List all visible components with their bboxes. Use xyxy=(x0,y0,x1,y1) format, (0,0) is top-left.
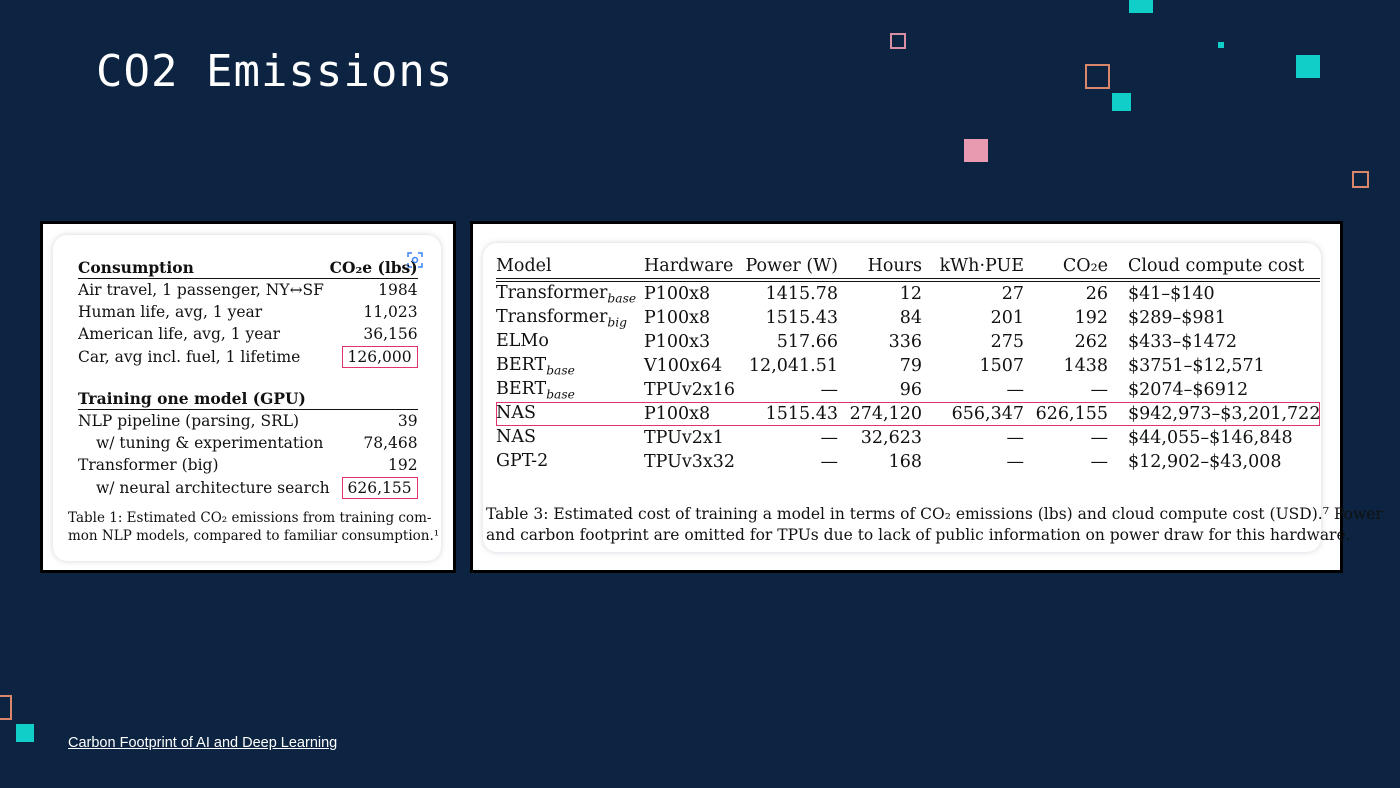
table3 xyxy=(496,253,1320,474)
caption-line: and carbon footprint are omitted for TPUs due to lack of public information on power draw for this hardware. xyxy=(486,526,1351,544)
row-label: Air travel, 1 passenger, NY↔SF xyxy=(78,281,324,299)
cell-cost: $942,973–$3,201,722 xyxy=(1128,404,1321,424)
cell-co2: 262 xyxy=(1074,332,1108,352)
cell-co2: 192 xyxy=(1074,308,1108,328)
header-co2: CO₂e xyxy=(1062,255,1108,276)
cell-model: NAS xyxy=(496,402,536,423)
cell-cost: $2074–$6912 xyxy=(1128,380,1249,400)
cell-cost: $41–$140 xyxy=(1128,284,1215,304)
cell-cost: $12,902–$43,008 xyxy=(1128,452,1282,472)
cell-power: — xyxy=(820,452,838,472)
cell-power: — xyxy=(820,428,838,448)
cell-kwh: 1507 xyxy=(979,356,1024,376)
table-header-row xyxy=(78,256,418,279)
cell-hardware: P100x8 xyxy=(644,404,711,424)
decor-square-outline xyxy=(1085,64,1110,89)
table-row xyxy=(496,306,1320,330)
cell-hours: 96 xyxy=(899,380,922,400)
cell-co2: — xyxy=(1090,380,1108,400)
decor-square-outline xyxy=(0,695,12,720)
table-row xyxy=(78,432,418,454)
table-row xyxy=(496,378,1320,402)
header-consumption: Consumption xyxy=(78,257,194,277)
cell-co2: — xyxy=(1090,428,1108,448)
header-cost: Cloud compute cost xyxy=(1128,255,1305,276)
cell-cost: $3751–$12,571 xyxy=(1128,356,1265,376)
decor-square xyxy=(16,724,34,742)
header-hardware: Hardware xyxy=(644,255,734,276)
caption-line: mon NLP models, compared to familiar consumption.¹ xyxy=(68,528,440,544)
header-training: Training one model (GPU) xyxy=(78,388,306,408)
cell-hours: 12 xyxy=(899,284,922,304)
table-row xyxy=(496,330,1320,354)
header-kwh: kWh·PUE xyxy=(939,255,1024,276)
decor-square xyxy=(964,139,988,162)
cell-model: $BERT_{base}$ xyxy=(496,378,575,402)
cell-hardware: TPUv3x32 xyxy=(644,452,736,472)
table-header-row xyxy=(496,253,1320,280)
row-label: NLP pipeline (parsing, SRL) xyxy=(78,412,300,430)
decor-square-outline xyxy=(890,33,906,49)
cell-hardware: P100x8 xyxy=(644,284,711,304)
table-row xyxy=(78,476,418,500)
row-label: w/ neural architecture search xyxy=(96,479,330,497)
header-power: Power (W) xyxy=(745,255,838,276)
caption-line: Table 1: Estimated CO₂ emissions from training com- xyxy=(68,510,432,526)
cell-hours: 336 xyxy=(888,332,922,352)
row-value: 1984 xyxy=(378,281,418,299)
cell-model: $BERT_{base}$ xyxy=(496,354,575,378)
row-value: 11,023 xyxy=(363,303,418,321)
cell-hardware: V100x64 xyxy=(644,356,723,376)
cell-model: NAS xyxy=(496,426,536,447)
slide-title: CO2 Emissions xyxy=(96,46,454,97)
cell-cost: $44,055–$146,848 xyxy=(1128,428,1293,448)
cell-model: Transformer$_{base}$ xyxy=(496,282,637,306)
cell-power: 517.66 xyxy=(776,332,838,352)
cell-cost: $433–$1472 xyxy=(1128,332,1237,352)
row-value: 192 xyxy=(388,456,418,474)
decor-square xyxy=(1218,42,1224,48)
table-row xyxy=(78,301,418,323)
cell-power: 1515.43 xyxy=(765,308,838,328)
table-row xyxy=(78,323,418,345)
cell-hours: 274,120 xyxy=(849,404,922,424)
row-label: Car, avg incl. fuel, 1 lifetime xyxy=(78,348,301,366)
row-value: 39 xyxy=(397,412,418,430)
row-value: 78,468 xyxy=(363,434,418,452)
cell-hours: 84 xyxy=(899,308,922,328)
cell-kwh: 275 xyxy=(990,332,1024,352)
row-label: Human life, avg, 1 year xyxy=(78,303,263,321)
cell-kwh: — xyxy=(1006,452,1024,472)
cell-hours: 32,623 xyxy=(860,428,922,448)
row-value: 36,156 xyxy=(363,325,418,343)
cell-hours: 168 xyxy=(888,452,922,472)
cell-model: GPT-2 xyxy=(496,450,549,471)
header-model: Model xyxy=(496,255,552,276)
cell-cost: $289–$981 xyxy=(1128,308,1226,328)
cell-co2: 626,155 xyxy=(1035,404,1108,424)
cell-kwh: — xyxy=(1006,380,1024,400)
cell-co2: 1438 xyxy=(1063,356,1108,376)
cell-hardware: P100x8 xyxy=(644,308,711,328)
cell-kwh: 27 xyxy=(1001,284,1024,304)
table-row xyxy=(496,450,1320,474)
decor-square xyxy=(1296,55,1320,78)
cell-model: Transformer$_{big}$ xyxy=(496,306,628,330)
table-row xyxy=(496,280,1320,306)
table-row xyxy=(496,426,1320,450)
cell-co2: 26 xyxy=(1085,284,1108,304)
decor-square-outline xyxy=(1352,171,1369,188)
cell-hardware: TPUv2x16 xyxy=(644,380,736,400)
cell-kwh: 201 xyxy=(990,308,1024,328)
cell-model: ELMo xyxy=(496,330,549,351)
cell-power: 1515.43 xyxy=(765,404,838,424)
table-row-highlighted xyxy=(496,402,1320,426)
highlighted-value: 626,155 xyxy=(342,477,418,499)
row-label: w/ tuning & experimentation xyxy=(96,434,324,452)
cell-power: — xyxy=(820,380,838,400)
table-row xyxy=(78,410,418,433)
table1 xyxy=(78,256,418,500)
table-row xyxy=(78,279,418,302)
header-co2: CO₂e (lbs) xyxy=(329,257,418,277)
cell-power: 1415.78 xyxy=(765,284,838,304)
cell-hours: 79 xyxy=(899,356,922,376)
cell-kwh: — xyxy=(1006,428,1024,448)
table1-caption xyxy=(68,509,439,545)
table3-caption xyxy=(486,504,1383,546)
table-row xyxy=(78,345,418,369)
source-link[interactable]: Carbon Footprint of AI and Deep Learning xyxy=(68,735,338,751)
section-header-row xyxy=(78,387,418,410)
table-row xyxy=(78,454,418,476)
cell-power: 12,041.51 xyxy=(748,356,838,376)
cell-co2: — xyxy=(1090,452,1108,472)
header-hours: Hours xyxy=(867,255,922,276)
caption-line: Table 3: Estimated cost of training a model in terms of CO₂ emissions (lbs) and cloud compute cost (USD).⁷ Power xyxy=(486,505,1383,523)
cell-hardware: P100x3 xyxy=(644,332,711,352)
table-row xyxy=(496,354,1320,378)
row-label: American life, avg, 1 year xyxy=(78,325,281,343)
highlighted-value: 126,000 xyxy=(342,346,418,368)
cell-kwh: 656,347 xyxy=(951,404,1024,424)
cell-hardware: TPUv2x1 xyxy=(644,428,724,448)
row-label: Transformer (big) xyxy=(78,456,219,474)
decor-square xyxy=(1112,93,1131,111)
decor-square xyxy=(1129,0,1153,13)
